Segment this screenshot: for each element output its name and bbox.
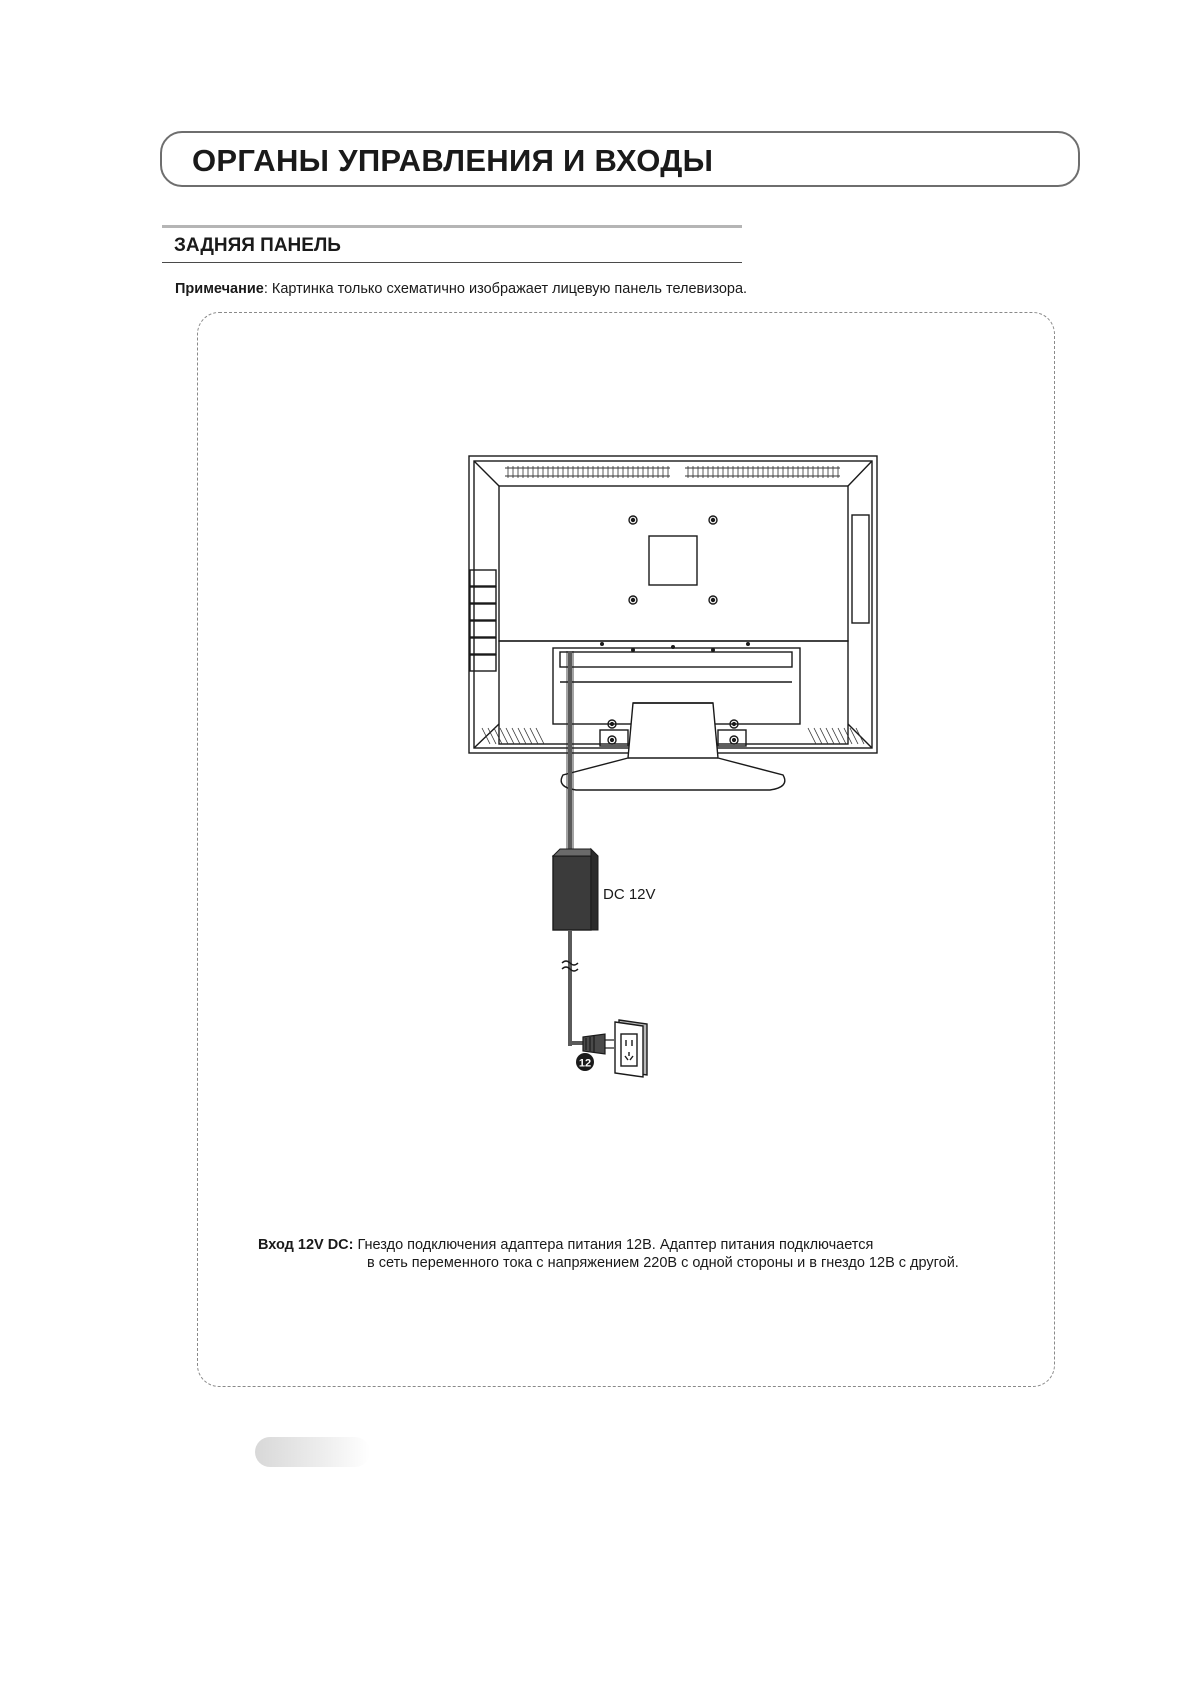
callout-badge	[576, 1053, 594, 1071]
section-title: ЗАДНЯЯ ПАНЕЛЬ	[174, 235, 341, 256]
callout-number: 12	[578, 1057, 592, 1070]
adapter-label: DC 12V	[603, 886, 656, 903]
power-plug	[583, 1034, 614, 1054]
wall-socket	[615, 1020, 647, 1077]
note-label: Примечание	[175, 281, 264, 297]
page-number-tab	[255, 1437, 370, 1467]
note-text: : Картинка только схематично изображает лицевую панель телевизора.	[263, 281, 748, 297]
dc-input-description	[258, 1236, 959, 1272]
power-adapter	[553, 849, 598, 930]
description-line2: в сеть переменного тока с напряжением 220В с одной стороны и в гнездо 12В с другой.	[367, 1255, 959, 1271]
tv-rear-illustration	[469, 456, 877, 790]
page-title: ОРГАНЫ УПРАВЛЕНИЯ И ВХОДЫ	[192, 143, 714, 178]
description-line1: Гнездо подключения адаптера питания 12В. Адаптер питания подключается	[353, 1237, 874, 1253]
description-term: Вход 12V DC:	[258, 1237, 354, 1253]
